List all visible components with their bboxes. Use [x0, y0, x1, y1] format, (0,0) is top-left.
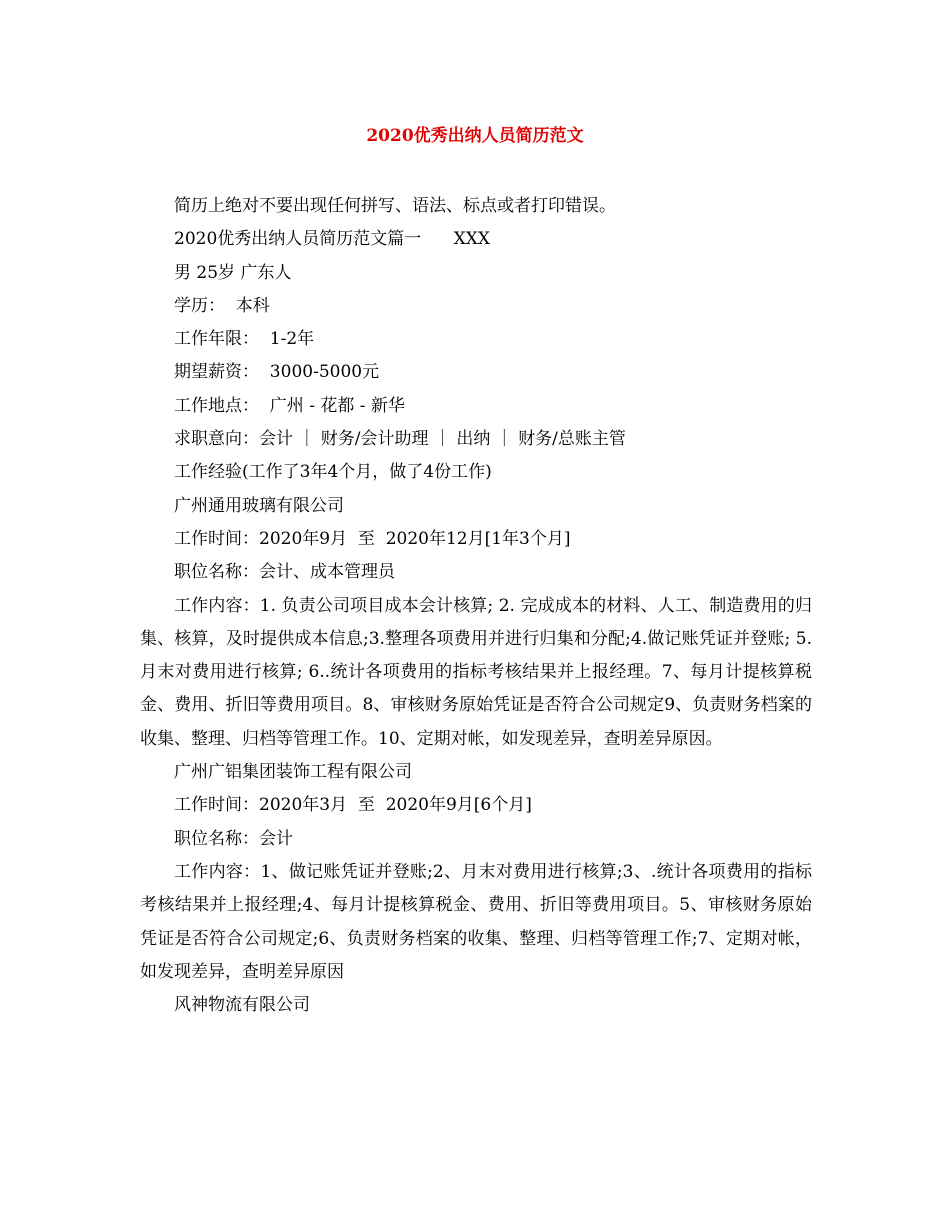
work-years: 工作年限： 1-2年 — [174, 329, 315, 350]
document-title: 2020优秀出纳人员简历范文 — [366, 126, 584, 146]
company-name: 广州广铝集团装饰工程有限公司 — [174, 762, 412, 783]
job-title: 职位名称：会计、成本管理员 — [174, 562, 395, 583]
work-location: 工作地点： 广州 - 花都 - 新华 — [174, 395, 405, 416]
education: 学历： 本科 — [174, 295, 270, 316]
work-experience-heading: 工作经验(工作了3年4个月，做了4份工作) — [174, 462, 492, 483]
job-duties: 工作内容：1. 负责公司项目成本会计核算; 2. 完成成本的材料、人工、制造费用的归集、核算，及时提供成本信息;3.整理各项费用并进行归集和分配;4.做记账凭证并登账; 5.月末对费用进行核算; 6..统计各项费用的指标考核结果并上报经理。7、每月计提核算税金、费用、折旧等费用项目。8、审核财务原始凭证是否符合公司规定9、负责财务档案的收集、整理、归档等管理工作。10、定期对帐，如发现差异，查明差异原因。 — [140, 595, 812, 749]
work-period: 工作时间：2020年3月 至 2020年9月[6个月] — [174, 795, 532, 816]
job-title: 职位名称：会计 — [174, 828, 293, 849]
document-body — [140, 190, 812, 1022]
job-intention: 求职意向：会计 ｜ 财务/会计助理 ｜ 出纳 ｜ 财务/总账主管 — [174, 429, 626, 450]
company-name: 广州通用玻璃有限公司 — [174, 495, 344, 516]
expected-salary: 期望薪资： 3000-5000元 — [174, 362, 380, 383]
intro-paragraph: 简历上绝对不要出现任何拼写、语法、标点或者打印错误。 — [174, 196, 616, 216]
work-period: 工作时间：2020年9月 至 2020年12月[1年3个月] — [174, 528, 571, 549]
resume-heading: 2020优秀出纳人员简历范文篇一 XXX — [174, 229, 490, 250]
job-duties: 工作内容：1、做记账凭证并登账;2、月末对费用进行核算;3、.统计各项费用的指标考核结果并上报经理;4、每月计提核算税金、费用、折旧等费用项目。5、审核财务原始凭证是否符合公司规定;6、负责财务档案的收集、整理、归档等管理工作;7、定期对帐，如发现差异，查明差异原因 — [140, 861, 812, 982]
company-name: 风神物流有限公司 — [174, 995, 310, 1016]
personal-info: 男 25岁 广东人 — [174, 262, 292, 283]
